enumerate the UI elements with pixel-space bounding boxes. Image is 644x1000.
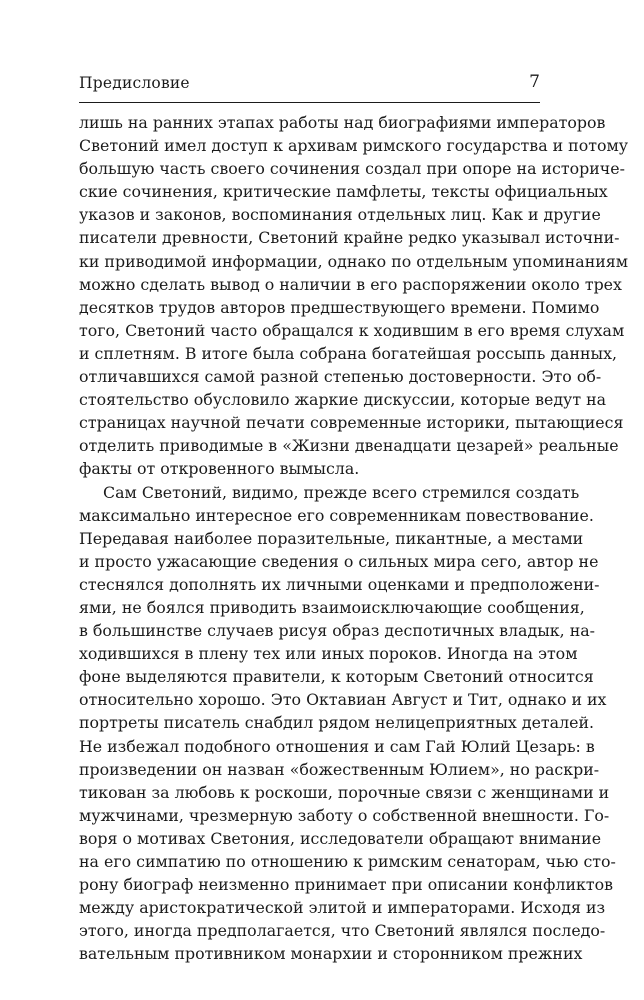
text-line: Светоний имел доступ к архивам римского государства и потому bbox=[79, 136, 629, 156]
text-line: большую часть своего сочинения создал при опоре на историче- bbox=[79, 159, 625, 179]
text-line: ские сочинения, критические памфлеты, тексты официальных bbox=[79, 182, 608, 202]
text-line: Сам Светоний, видимо, прежде всего стремился создать bbox=[103, 482, 580, 502]
text-line: отличавшихся самой разной степенью достоверности. Это об- bbox=[79, 367, 602, 387]
text-line: того, Светоний часто обращался к ходившим в его время слухам bbox=[79, 320, 625, 340]
paragraph bbox=[79, 481, 616, 966]
text-line: Не избежал подобного отношения и сам Гай Юлий Цезарь: в bbox=[79, 736, 595, 756]
text-line: фоне выделяются правители, к которым Светоний относится bbox=[79, 667, 594, 687]
text-line: на его симпатию по отношению к римским сенаторам, чью сто- bbox=[79, 852, 616, 871]
text-line: между аристократической элитой и императорами. Исходя из bbox=[79, 898, 606, 918]
text-line: отделить приводимые в «Жизни двенадцати цезарей» реальные bbox=[79, 436, 619, 456]
page-number: 7 bbox=[529, 72, 540, 92]
text-line: вательным противником монархии и сторонником прежних bbox=[79, 944, 583, 964]
text-line: лишь на ранних этапах работы над биографиями императоров bbox=[79, 113, 606, 132]
text-line: относительно хорошо. Это Октавиан Август и Тит, однако и их bbox=[79, 690, 607, 710]
text-line: мужчинами, чрезмерную заботу о собственной внешности. Го- bbox=[79, 805, 610, 825]
text-line: писатели древности, Светоний крайне редко указывал источни- bbox=[79, 228, 620, 248]
text-line: максимально интересное его современникам повествование. bbox=[79, 505, 594, 525]
text-line: стоятельство обусловило жаркие дискуссии, которые ведут на bbox=[79, 390, 607, 410]
text-line: факты от откровенного вымысла. bbox=[79, 459, 360, 479]
section-title: Предисловие bbox=[79, 74, 190, 92]
text-line: можно сделать вывод о наличии в его распоряжении около трех bbox=[79, 274, 622, 294]
text-line: и просто ужасающие сведения о сильных мира сего, автор не bbox=[79, 551, 599, 571]
text-line: ки приводимой информации, однако по отдельным упоминаниям bbox=[79, 251, 629, 271]
text-line: указов и законов, воспоминания отдельных лиц. Как и другие bbox=[79, 205, 601, 225]
text-line: страницах научной печати современные историки, пытающиеся bbox=[79, 413, 624, 433]
text-line: в большинстве случаев рисуя образ деспотичных владык, на- bbox=[79, 621, 595, 641]
text-line: десятков трудов авторов предшествующего времени. Помимо bbox=[79, 297, 600, 317]
text-line: тикован за любовь к роскоши, порочные связи с женщинами и bbox=[79, 782, 610, 802]
text-line: и сплетням. В итоге была собрана богатейшая россыпь данных, bbox=[79, 343, 618, 363]
text-line: ходившихся в плену тех или иных пороков. Иногда на этом bbox=[79, 644, 578, 664]
text-line: произведении он назван «божественным Юлием», но раскри- bbox=[79, 759, 600, 779]
body-text bbox=[79, 111, 629, 965]
text-line: рону биограф неизменно принимает при описании конфликтов bbox=[79, 875, 613, 895]
text-line: ями, не боялся приводить взаимоисключающие сообщения, bbox=[79, 597, 585, 617]
text-line: стеснялся дополнять их личными оценками и предположени- bbox=[79, 574, 600, 594]
text-line: этого, иногда предполагается, что Светоний являлся последо- bbox=[79, 921, 606, 941]
text-line: Передавая наиболее поразительные, пикантные, а местами bbox=[79, 528, 584, 548]
header-rule bbox=[79, 102, 540, 103]
text-line: воря о мотивах Светония, исследователи обращают внимание bbox=[79, 828, 602, 848]
text-line: портреты писатель снабдил рядом нелицеприятных деталей. bbox=[79, 713, 595, 733]
running-header bbox=[79, 72, 540, 102]
paragraph bbox=[79, 111, 629, 481]
